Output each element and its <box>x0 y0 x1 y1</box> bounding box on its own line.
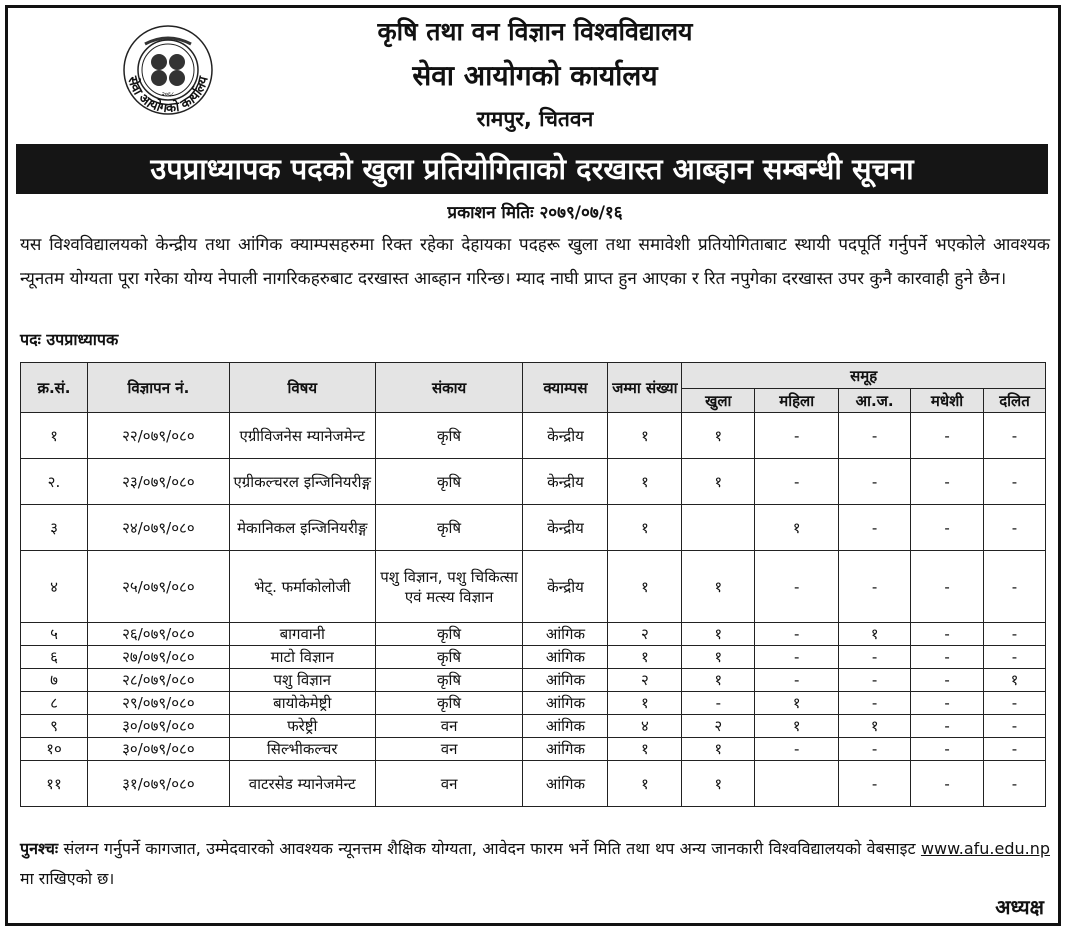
cell-campus: आंगिक <box>523 646 608 669</box>
cell-open: १ <box>682 669 755 692</box>
cell-total: १ <box>608 459 682 505</box>
cell-open: १ <box>682 646 755 669</box>
cell-aj: - <box>839 646 911 669</box>
cell-ad-no: ३०/०७९/०८० <box>87 715 229 738</box>
cell-subject: एग्रीकल्चरल इन्जिनियरीङ्ग <box>229 459 375 505</box>
cell-open: १ <box>682 551 755 623</box>
cell-dalit: - <box>984 692 1046 715</box>
publication-date: प्रकाशन मितिः २०७९/०७/१६ <box>447 203 623 223</box>
col-header-faculty: संकाय <box>375 363 523 413</box>
cell-subject: बायोकेमेष्ट्री <box>229 692 375 715</box>
cell-aj: - <box>839 761 911 807</box>
table-row <box>21 761 1046 807</box>
postscript-text-2: मा राखिएको छ। <box>20 869 115 888</box>
cell-subject: माटो विज्ञान <box>229 646 375 669</box>
intro-paragraph: यस विश्वविद्यालयको केन्द्रीय तथा आंगिक क्याम्पसहरुमा रिक्त रहेका देहायका पदहरू खुला तथा समावेशी प्रतियोगिताबाट स्थायी पदपूर्ति गर्नुपर्ने भएकोले आवश्यक न्यूनतम योग्यता पूरा गरेका योग्य नेपाली नागरिकहरुबाट दरखास्त आब्हान गरिन्छ। म्याद नाघी प्राप्त हुन आएका र रित नपुगेका दरखास्त उपर कुनै कारवाही हुने छैन। <box>20 235 1050 289</box>
col-header-sn: क्र.सं. <box>21 363 88 413</box>
website-link[interactable]: www.afu.edu.np <box>920 839 1050 858</box>
cell-madhesi: - <box>911 761 984 807</box>
cell-total: १ <box>608 505 682 551</box>
cell-madhesi: - <box>911 669 984 692</box>
cell-open: २ <box>682 715 755 738</box>
cell-madhesi: - <box>911 505 984 551</box>
cell-subject: फरेष्ट्री <box>229 715 375 738</box>
table-row <box>21 738 1046 761</box>
table-row <box>21 505 1046 551</box>
cell-madhesi: - <box>911 623 984 646</box>
cell-sn: ३ <box>21 505 88 551</box>
cell-sn: २. <box>21 459 88 505</box>
cell-campus: आंगिक <box>523 761 608 807</box>
cell-dalit: - <box>984 715 1046 738</box>
cell-dalit: - <box>984 738 1046 761</box>
cell-dalit: - <box>984 413 1046 459</box>
cell-subject: एग्रीविजनेस म्यानेजमेन्ट <box>229 413 375 459</box>
cell-aj: १ <box>839 715 911 738</box>
cell-campus: आंगिक <box>523 623 608 646</box>
cell-subject: पशु विज्ञान <box>229 669 375 692</box>
cell-sn: ५ <box>21 623 88 646</box>
cell-madhesi: - <box>911 738 984 761</box>
cell-dalit: - <box>984 551 1046 623</box>
cell-aj: - <box>839 505 911 551</box>
cell-faculty: कृषि <box>375 459 523 505</box>
vacancy-rows <box>21 413 1046 807</box>
table-row <box>21 715 1046 738</box>
cell-campus: केन्द्रीय <box>523 551 608 623</box>
cell-total: १ <box>608 646 682 669</box>
cell-women <box>755 761 839 807</box>
cell-open: १ <box>682 623 755 646</box>
cell-subject: सिल्भीकल्चर <box>229 738 375 761</box>
cell-aj: - <box>839 669 911 692</box>
cell-sn: ४ <box>21 551 88 623</box>
cell-faculty: वन <box>375 738 523 761</box>
col-header-women: महिला <box>755 389 839 413</box>
cell-madhesi: - <box>911 646 984 669</box>
table-row <box>21 646 1046 669</box>
cell-madhesi: - <box>911 715 984 738</box>
cell-sn: ९ <box>21 715 88 738</box>
seal-ring-text: सेवा आयोगको कार्यालय <box>124 74 212 117</box>
cell-subject: बागवानी <box>229 623 375 646</box>
cell-open: - <box>682 692 755 715</box>
cell-madhesi: - <box>911 413 984 459</box>
cell-sn: १ <box>21 413 88 459</box>
col-header-ad-no: विज्ञापन नं. <box>87 363 229 413</box>
cell-madhesi: - <box>911 692 984 715</box>
cell-total: १ <box>608 551 682 623</box>
cell-open: १ <box>682 761 755 807</box>
cell-open: १ <box>682 459 755 505</box>
cell-women: १ <box>755 505 839 551</box>
cell-ad-no: २२/०७९/०८० <box>87 413 229 459</box>
cell-faculty: कृषि <box>375 623 523 646</box>
cell-aj: - <box>839 692 911 715</box>
cell-women: १ <box>755 715 839 738</box>
cell-aj: - <box>839 551 911 623</box>
postscript-note <box>20 834 1050 894</box>
col-header-subject: विषय <box>229 363 375 413</box>
cell-ad-no: २५/०७९/०८० <box>87 551 229 623</box>
cell-open <box>682 505 755 551</box>
cell-campus: आंगिक <box>523 669 608 692</box>
cell-campus: केन्द्रीय <box>523 459 608 505</box>
cell-subject: वाटरसेड म्यानेजमेन्ट <box>229 761 375 807</box>
cell-total: १ <box>608 692 682 715</box>
cell-madhesi: - <box>911 459 984 505</box>
cell-campus: आंगिक <box>523 715 608 738</box>
cell-women: - <box>755 738 839 761</box>
col-header-madhesi: मधेशी <box>911 389 984 413</box>
cell-dalit: - <box>984 459 1046 505</box>
cell-ad-no: २६/०७९/०८० <box>87 623 229 646</box>
cell-faculty: कृषि <box>375 505 523 551</box>
cell-dalit: - <box>984 623 1046 646</box>
cell-ad-no: २३/०७९/०८० <box>87 459 229 505</box>
cell-ad-no: २४/०७९/०८० <box>87 505 229 551</box>
cell-open: १ <box>682 413 755 459</box>
col-header-campus: क्याम्पस <box>523 363 608 413</box>
cell-women: - <box>755 669 839 692</box>
cell-campus: केन्द्रीय <box>523 505 608 551</box>
postscript-label: पुनश्चः <box>20 839 59 858</box>
cell-dalit: - <box>984 646 1046 669</box>
cell-dalit: - <box>984 761 1046 807</box>
col-header-group: समूह <box>682 363 1046 389</box>
cell-madhesi: - <box>911 551 984 623</box>
cell-dalit: १ <box>984 669 1046 692</box>
postscript-text-1: संलग्न गर्नुपर्ने कागजात, उम्मेदवारको आवश्यक न्यूनत्तम शैक्षिक योग्यता, आवेदन फारम भर्ने मिति तथा थप अन्य जानकारी विश्वविद्यालयको वेबसाइट <box>58 839 921 858</box>
cell-aj: - <box>839 459 911 505</box>
cell-sn: ६ <box>21 646 88 669</box>
cell-open: १ <box>682 738 755 761</box>
cell-total: ४ <box>608 715 682 738</box>
cell-faculty: पशु विज्ञान, पशु चिकित्सा एवं मत्स्य विज्ञान <box>375 551 523 623</box>
cell-faculty: वन <box>375 761 523 807</box>
cell-aj: - <box>839 738 911 761</box>
cell-ad-no: ३०/०७९/०८० <box>87 738 229 761</box>
vacancy-table <box>20 362 1046 807</box>
col-header-total: जम्मा संख्या <box>608 363 682 413</box>
cell-women: - <box>755 646 839 669</box>
cell-faculty: कृषि <box>375 669 523 692</box>
table-row <box>21 692 1046 715</box>
office-location: रामपुर, चितवन <box>476 107 594 131</box>
office-name: सेवा आयोगको कार्यालय <box>412 59 658 92</box>
cell-dalit: - <box>984 505 1046 551</box>
cell-women: - <box>755 551 839 623</box>
cell-total: १ <box>608 738 682 761</box>
table-row <box>21 459 1046 505</box>
post-label: पदः उपप्राध्यापक <box>20 330 119 349</box>
cell-women: १ <box>755 692 839 715</box>
cell-sn: ८ <box>21 692 88 715</box>
table-row <box>21 669 1046 692</box>
cell-faculty: कृषि <box>375 692 523 715</box>
seal-year: २०६८ <box>161 91 175 98</box>
table-row <box>21 413 1046 459</box>
cell-total: १ <box>608 413 682 459</box>
col-header-open: खुला <box>682 389 755 413</box>
cell-campus: आंगिक <box>523 738 608 761</box>
cell-total: २ <box>608 669 682 692</box>
table-row <box>21 551 1046 623</box>
cell-subject: मेकानिकल इन्जिनियरीङ्ग <box>229 505 375 551</box>
cell-subject: भेट्. फर्माकोलोजी <box>229 551 375 623</box>
university-name: कृषि तथा वन विज्ञान विश्वविद्यालय <box>377 17 693 46</box>
cell-sn: ७ <box>21 669 88 692</box>
col-header-aj: आ.ज. <box>839 389 911 413</box>
cell-women: - <box>755 459 839 505</box>
cell-sn: १० <box>21 738 88 761</box>
cell-ad-no: २८/०७९/०८० <box>87 669 229 692</box>
cell-faculty: वन <box>375 715 523 738</box>
table-row <box>21 623 1046 646</box>
cell-campus: केन्द्रीय <box>523 413 608 459</box>
cell-faculty: कृषि <box>375 646 523 669</box>
cell-campus: आंगिक <box>523 692 608 715</box>
col-header-dalit: दलित <box>984 389 1046 413</box>
cell-aj: १ <box>839 623 911 646</box>
cell-total: १ <box>608 761 682 807</box>
cell-faculty: कृषि <box>375 413 523 459</box>
cell-sn: ११ <box>21 761 88 807</box>
cell-ad-no: २९/०७९/०८० <box>87 692 229 715</box>
cell-aj: - <box>839 413 911 459</box>
cell-ad-no: २७/०७९/०८० <box>87 646 229 669</box>
notice-title-banner: उपप्राध्यापक पदको खुला प्रतियोगिताको दरखास्त आब्हान सम्बन्धी सूचना <box>16 144 1048 194</box>
cell-women: - <box>755 623 839 646</box>
cell-ad-no: ३१/०७९/०८० <box>87 761 229 807</box>
signature-chairman: अध्यक्ष <box>995 895 1044 919</box>
cell-women: - <box>755 413 839 459</box>
cell-total: २ <box>608 623 682 646</box>
